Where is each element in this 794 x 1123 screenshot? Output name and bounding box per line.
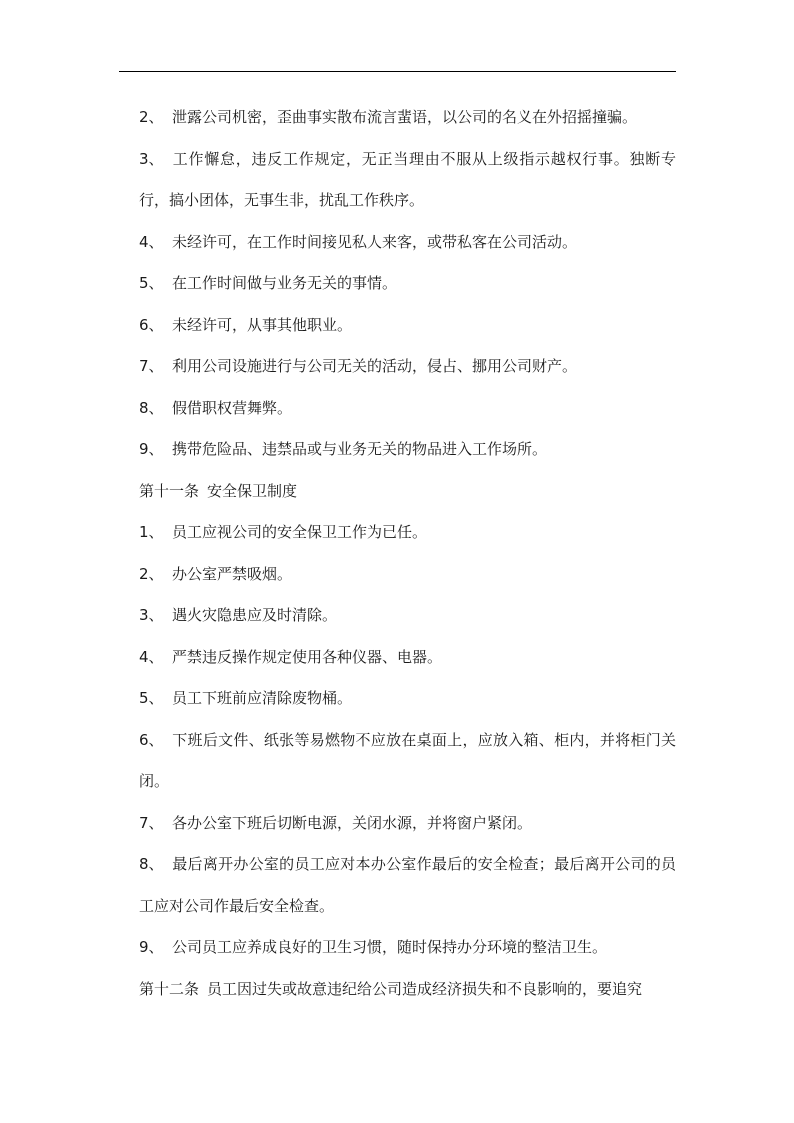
item-text: 未经许可，从事其他职业。 xyxy=(172,315,353,334)
list-item xyxy=(119,388,676,430)
item-text: 利用公司设施进行与公司无关的活动，侵占、挪用公司财产。 xyxy=(172,357,578,375)
item-text: 工作懈怠，违反工作规定，无正当理由不服从上级指示越权行事。独断专行，搞小团体，无事生非，扰乱工作秩序。 xyxy=(139,149,676,209)
article-title: 安全保卫制度 xyxy=(207,481,298,500)
item-text: 泄露公司机密，歪曲事实散布流言蜚语，以公司的名义在外招摇撞骗。 xyxy=(172,108,638,126)
item-text: 在工作时间做与业务无关的事情。 xyxy=(172,274,398,292)
item-text: 携带危险品、违禁品或与业务无关的物品进入工作场所。 xyxy=(172,440,548,458)
list-item xyxy=(119,263,676,305)
article-heading xyxy=(119,471,676,513)
item-number: 5、 xyxy=(139,689,164,707)
item-number: 7、 xyxy=(139,357,164,375)
item-number: 6、 xyxy=(139,315,164,334)
item-text: 最后离开办公室的员工应对本办公室作最后的安全检查；最后离开公司的员工应对公司作最后安全检查。 xyxy=(139,855,676,915)
article-text: 员工因过失或故意违纪给公司造成经济损失和不良影响的，要追究 xyxy=(207,979,643,998)
article-number: 第十二条 xyxy=(139,979,200,998)
article-heading xyxy=(119,969,676,1011)
list-item xyxy=(119,305,676,347)
item-number: 7、 xyxy=(139,813,164,832)
item-number: 3、 xyxy=(139,149,164,168)
article-number: 第十一条 xyxy=(139,481,200,500)
item-number: 9、 xyxy=(139,440,164,458)
item-text: 严禁违反操作规定使用各种仪器、电器。 xyxy=(172,647,443,666)
item-number: 2、 xyxy=(139,564,164,583)
list-item xyxy=(119,678,676,720)
item-text: 下班后文件、纸张等易燃物不应放在桌面上，应放入箱、柜内，并将柜门关闭。 xyxy=(139,730,676,790)
item-text: 遇火灾隐患应及时清除。 xyxy=(172,606,338,624)
item-number: 3、 xyxy=(139,606,164,624)
list-item xyxy=(119,222,676,264)
item-number: 1、 xyxy=(139,523,164,541)
item-text: 员工应视公司的安全保卫工作为已任。 xyxy=(172,523,428,541)
item-text: 办公室严禁吸烟。 xyxy=(172,564,293,583)
item-text: 各办公室下班后切断电源，关闭水源，并将窗户紧闭。 xyxy=(172,813,533,832)
list-item xyxy=(119,844,676,927)
header-rule xyxy=(119,71,676,72)
list-item xyxy=(119,927,676,969)
item-number: 6、 xyxy=(139,730,164,749)
item-number: 2、 xyxy=(139,108,164,126)
list-item xyxy=(119,554,676,596)
list-item xyxy=(119,97,676,139)
item-number: 4、 xyxy=(139,232,164,251)
item-number: 8、 xyxy=(139,855,164,873)
item-text: 公司员工应养成良好的卫生习惯，随时保持办分环境的整洁卫生。 xyxy=(172,938,608,956)
item-number: 9、 xyxy=(139,938,164,956)
item-text: 假借职权营舞弊。 xyxy=(172,398,293,417)
item-number: 5、 xyxy=(139,274,164,292)
list-item xyxy=(119,139,676,222)
item-number: 4、 xyxy=(139,647,164,666)
item-text: 员工下班前应清除废物桶。 xyxy=(172,689,353,707)
list-item xyxy=(119,595,676,637)
document-body xyxy=(119,97,676,1010)
item-text: 未经许可，在工作时间接见私人来客，或带私客在公司活动。 xyxy=(172,232,578,251)
list-item xyxy=(119,346,676,388)
list-item xyxy=(119,512,676,554)
list-item xyxy=(119,720,676,803)
list-item xyxy=(119,637,676,679)
item-number: 8、 xyxy=(139,398,164,417)
list-item xyxy=(119,803,676,845)
list-item xyxy=(119,429,676,471)
